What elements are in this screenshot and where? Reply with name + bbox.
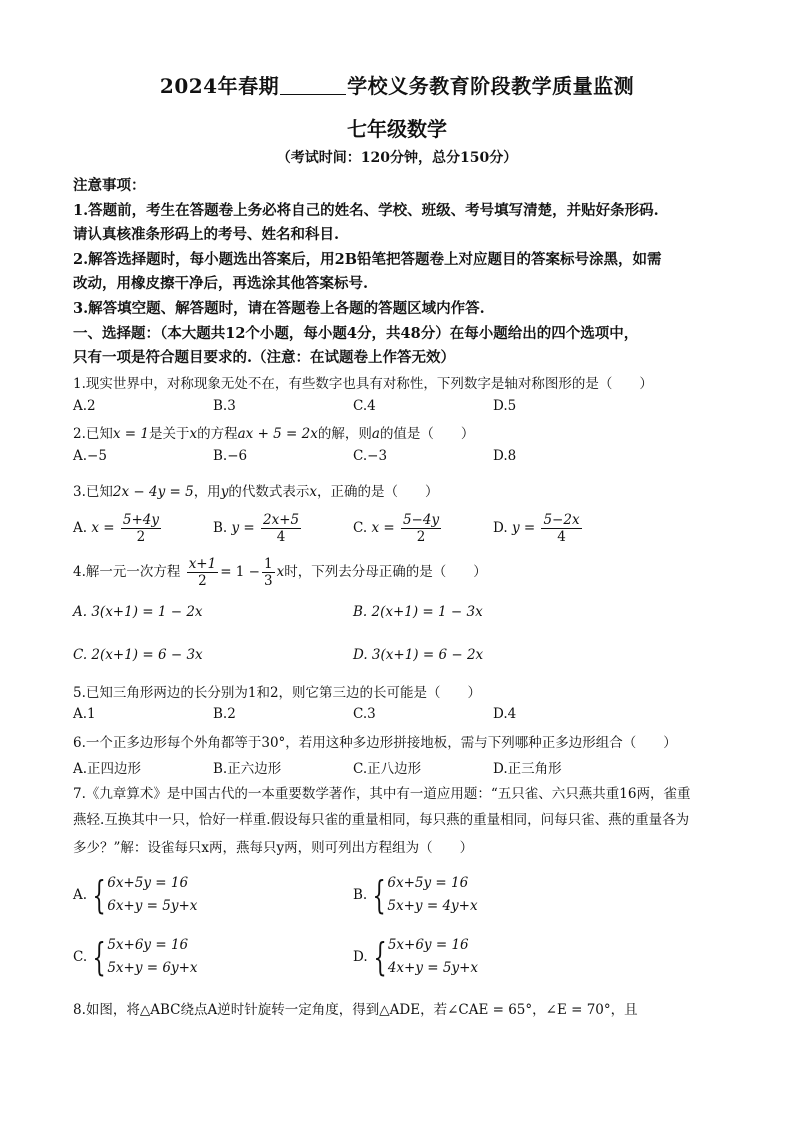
- q7-c-eq2: 5x+y = 6y+x: [107, 959, 198, 976]
- q3-c-den: 2: [416, 529, 426, 546]
- note-2a: 2.解答选择题时，每小题选出答案后，用2B铅笔把答题卷上对应题目的答案标号涂黑，如需: [73, 251, 662, 268]
- q2-eq-2: ax + 5 = 2x: [237, 426, 318, 442]
- q5-option-d: D.4: [493, 706, 517, 722]
- q7-c-equations: [107, 934, 197, 980]
- q3-d-lhs: y =: [511, 520, 536, 537]
- q7-option-a: [73, 872, 197, 918]
- q7-a-equations: [107, 872, 197, 918]
- q5-option-a: A.1: [73, 706, 96, 722]
- q3-option-b: [213, 512, 303, 545]
- q4-var-x: x: [276, 564, 285, 581]
- section-1-line2: 只有一项是符合题目要求的.（注意：在试题卷上作答无效）: [73, 349, 456, 366]
- q3-c-lhs: x =: [371, 520, 395, 537]
- note-1a: 1.答题前，考生在答题卷上务必将自己的姓名、学校、班级、考号填写清楚，并贴好条形码.: [73, 202, 659, 219]
- q3-stem: [73, 480, 438, 500]
- q1-stem: 1.现实世界中，对称现象无处不在，有些数字也具有对称性，下列数字是轴对称图形的是（ ）: [73, 376, 653, 392]
- q3-c-fraction: [401, 512, 441, 545]
- q7-c-label: C.: [73, 948, 88, 965]
- note-1b: 请认真核准条形码上的考号、姓名和科目.: [73, 226, 340, 243]
- q6-option-a: A.正四边形: [73, 761, 142, 777]
- q3-c-num: 5−4y: [402, 512, 440, 528]
- q4-text-1: 4.解一元一次方程: [73, 564, 181, 581]
- q7-option-d: [353, 934, 478, 980]
- q3-option-a: [73, 512, 163, 545]
- q5-option-c: C.3: [353, 706, 376, 722]
- q7-b-brace: {: [372, 872, 386, 917]
- q2-option-b: B.−6: [213, 448, 248, 464]
- q7-c-eq1: 5x+6y = 16: [107, 937, 189, 953]
- title-text: 学校义务教育阶段教学质量监测: [347, 74, 635, 98]
- notes-heading: 注意事项：: [73, 177, 146, 194]
- q3-b-num: 2x+5: [263, 512, 300, 528]
- q2-option-a: A.−5: [73, 448, 107, 464]
- q7-option-c: [73, 934, 198, 980]
- q2-option-c: C.−3: [353, 448, 388, 464]
- q3-d-label: D.: [493, 520, 508, 537]
- note-2b: 改动，用橡皮擦干净后，再选涂其他答案标号.: [73, 275, 369, 292]
- q3-eq: 2x − 4y = 5: [112, 484, 194, 500]
- q3-b-lhs: y =: [231, 520, 255, 537]
- q7-a-eq2: 6x+y = 5y+x: [107, 897, 198, 914]
- q1-option-a: A.2: [73, 398, 96, 414]
- q3-c-label: C.: [353, 520, 368, 537]
- q6-option-d: D.正三角形: [493, 761, 562, 777]
- q1-option-c: C.4: [353, 398, 376, 414]
- q3-d-num: 5−2x: [543, 512, 580, 528]
- q4-num-1: x+1: [188, 556, 217, 572]
- q7-b-system: [353, 872, 478, 918]
- q7-option-b: [353, 872, 478, 918]
- q6-option-c: C.正八边形: [353, 761, 422, 777]
- note-3: 3.解答填空题、解答题时，请在答题卷上各题的答题区域内作答.: [73, 300, 485, 317]
- q3-text-3: 的代数式表示: [228, 484, 310, 500]
- q3-option-d: [493, 512, 584, 545]
- section-1-line1: 一、选择题：（本大题共12个小题，每小题4分，共48分）在每小题给出的四个选项中，: [73, 325, 639, 342]
- q3-d-fraction: [541, 512, 581, 545]
- q1-option-b: B.3: [213, 398, 236, 414]
- q4-fraction-1: [187, 556, 219, 589]
- q7-b-eq2: 5x+y = 4y+x: [387, 897, 478, 914]
- q4-den-2: 3: [264, 573, 273, 590]
- q3-text-2: ，用: [193, 484, 221, 500]
- q2-var-a: a: [371, 426, 380, 442]
- q7-a-label: A.: [73, 886, 88, 903]
- q7-a-system: [73, 872, 197, 918]
- q3-b-label: B.: [213, 520, 228, 537]
- q3-a-den: 2: [136, 529, 146, 546]
- q6-stem: 6.一个正多边形每个外角都等于30°，若用这种多边形拼接地板，需与下列哪种正多边形组合（ ）: [73, 735, 677, 751]
- q4-option-d: D. 3(x+1) = 6 − 2x: [353, 647, 484, 663]
- q2-eq-1: x = 1: [112, 426, 149, 442]
- q7-b-equations: [387, 872, 477, 918]
- q1-option-d: D.5: [493, 398, 517, 414]
- q3-text-4: ，正确的是（ ）: [316, 484, 439, 500]
- q4-option-c: C. 2(x+1) = 6 − 3x: [73, 647, 203, 663]
- q8-stem: 8.如图，将△ABC绕点A逆时针旋转一定角度，得到△ADE，若∠CAE = 65°，∠E = 70°，且: [73, 1002, 638, 1018]
- q3-a-fraction: [121, 512, 161, 545]
- q3-option-c: [353, 512, 443, 545]
- q7-c-system: [73, 934, 198, 980]
- q7-stem-line1: 7.《九章算术》是中国古代的一本重要数学著作，其中有一道应用题：“五只雀、六只燕共重16两，雀重: [73, 786, 691, 802]
- q2-text-4: 的解，则: [317, 426, 372, 442]
- q6-option-b: B.正六边形: [213, 761, 282, 777]
- q2-text-3: 的方程: [197, 426, 238, 442]
- q3-a-label: A.: [73, 520, 88, 537]
- title-year: 2024年春期: [159, 74, 280, 98]
- q4-option-a: A. 3(x+1) = 1 − 2x: [73, 604, 203, 620]
- q3-b-fraction: [261, 512, 301, 545]
- q4-fraction-2: [262, 556, 275, 589]
- q7-b-eq1: 6x+5y = 16: [387, 875, 469, 891]
- q7-stem-line3: 多少？”解：设雀每只x两，燕每只y两，则可列出方程组为（ ）: [73, 840, 474, 856]
- q2-var-x: x: [189, 426, 198, 442]
- q4-den-1: 2: [198, 573, 207, 590]
- q3-d-den: 4: [557, 529, 566, 546]
- q4-text-2: 时，下列去分母正确的是（ ）: [284, 564, 487, 581]
- q7-d-brace: {: [373, 934, 387, 979]
- school-blank: [280, 76, 346, 95]
- q2-stem: [73, 422, 474, 442]
- q2-text-1: 2.已知: [73, 426, 113, 442]
- q2-text-2: 是关于: [149, 426, 190, 442]
- q2-option-d: D.8: [493, 448, 517, 464]
- q3-var-y: y: [220, 484, 229, 500]
- q3-text-1: 3.已知: [73, 484, 113, 500]
- q7-a-eq1: 6x+5y = 16: [107, 875, 189, 891]
- q4-option-b: B. 2(x+1) = 1 − 3x: [353, 604, 483, 620]
- q7-d-eq2: 4x+y = 5y+x: [387, 959, 479, 976]
- q7-d-eq1: 5x+6y = 16: [387, 937, 469, 953]
- q3-var-x: x: [309, 484, 317, 500]
- q4-stem: [73, 556, 487, 589]
- q7-d-equations: [388, 934, 478, 980]
- q4-num-2: 1: [264, 556, 273, 572]
- q3-b-den: 4: [276, 529, 286, 546]
- q3-a-num: 5+4y: [122, 512, 159, 528]
- exam-title: [0, 70, 794, 99]
- q5-option-b: B.2: [213, 706, 236, 722]
- exam-subject: 七年级数学: [347, 117, 447, 141]
- q7-d-label: D.: [353, 948, 368, 965]
- q3-a-lhs: x =: [91, 520, 115, 537]
- q5-stem: 5.已知三角形两边的长分别为1和2，则它第三边的长可能是（ ）: [73, 685, 482, 701]
- q7-b-label: B.: [353, 886, 368, 903]
- q7-stem-line2: 燕轻.互换其中一只，恰好一样重.假设每只雀的重量相同，每只燕的重量相同，问每只雀、燕的重量各为: [73, 812, 690, 828]
- q2-text-5: 的值是（ ）: [379, 426, 475, 442]
- q4-mid: = 1 −: [220, 564, 260, 581]
- q7-d-system: [353, 934, 478, 980]
- exam-time: （考试时间：120分钟，总分150分）: [276, 150, 518, 166]
- q7-a-brace: {: [92, 872, 106, 917]
- q7-c-brace: {: [92, 934, 106, 979]
